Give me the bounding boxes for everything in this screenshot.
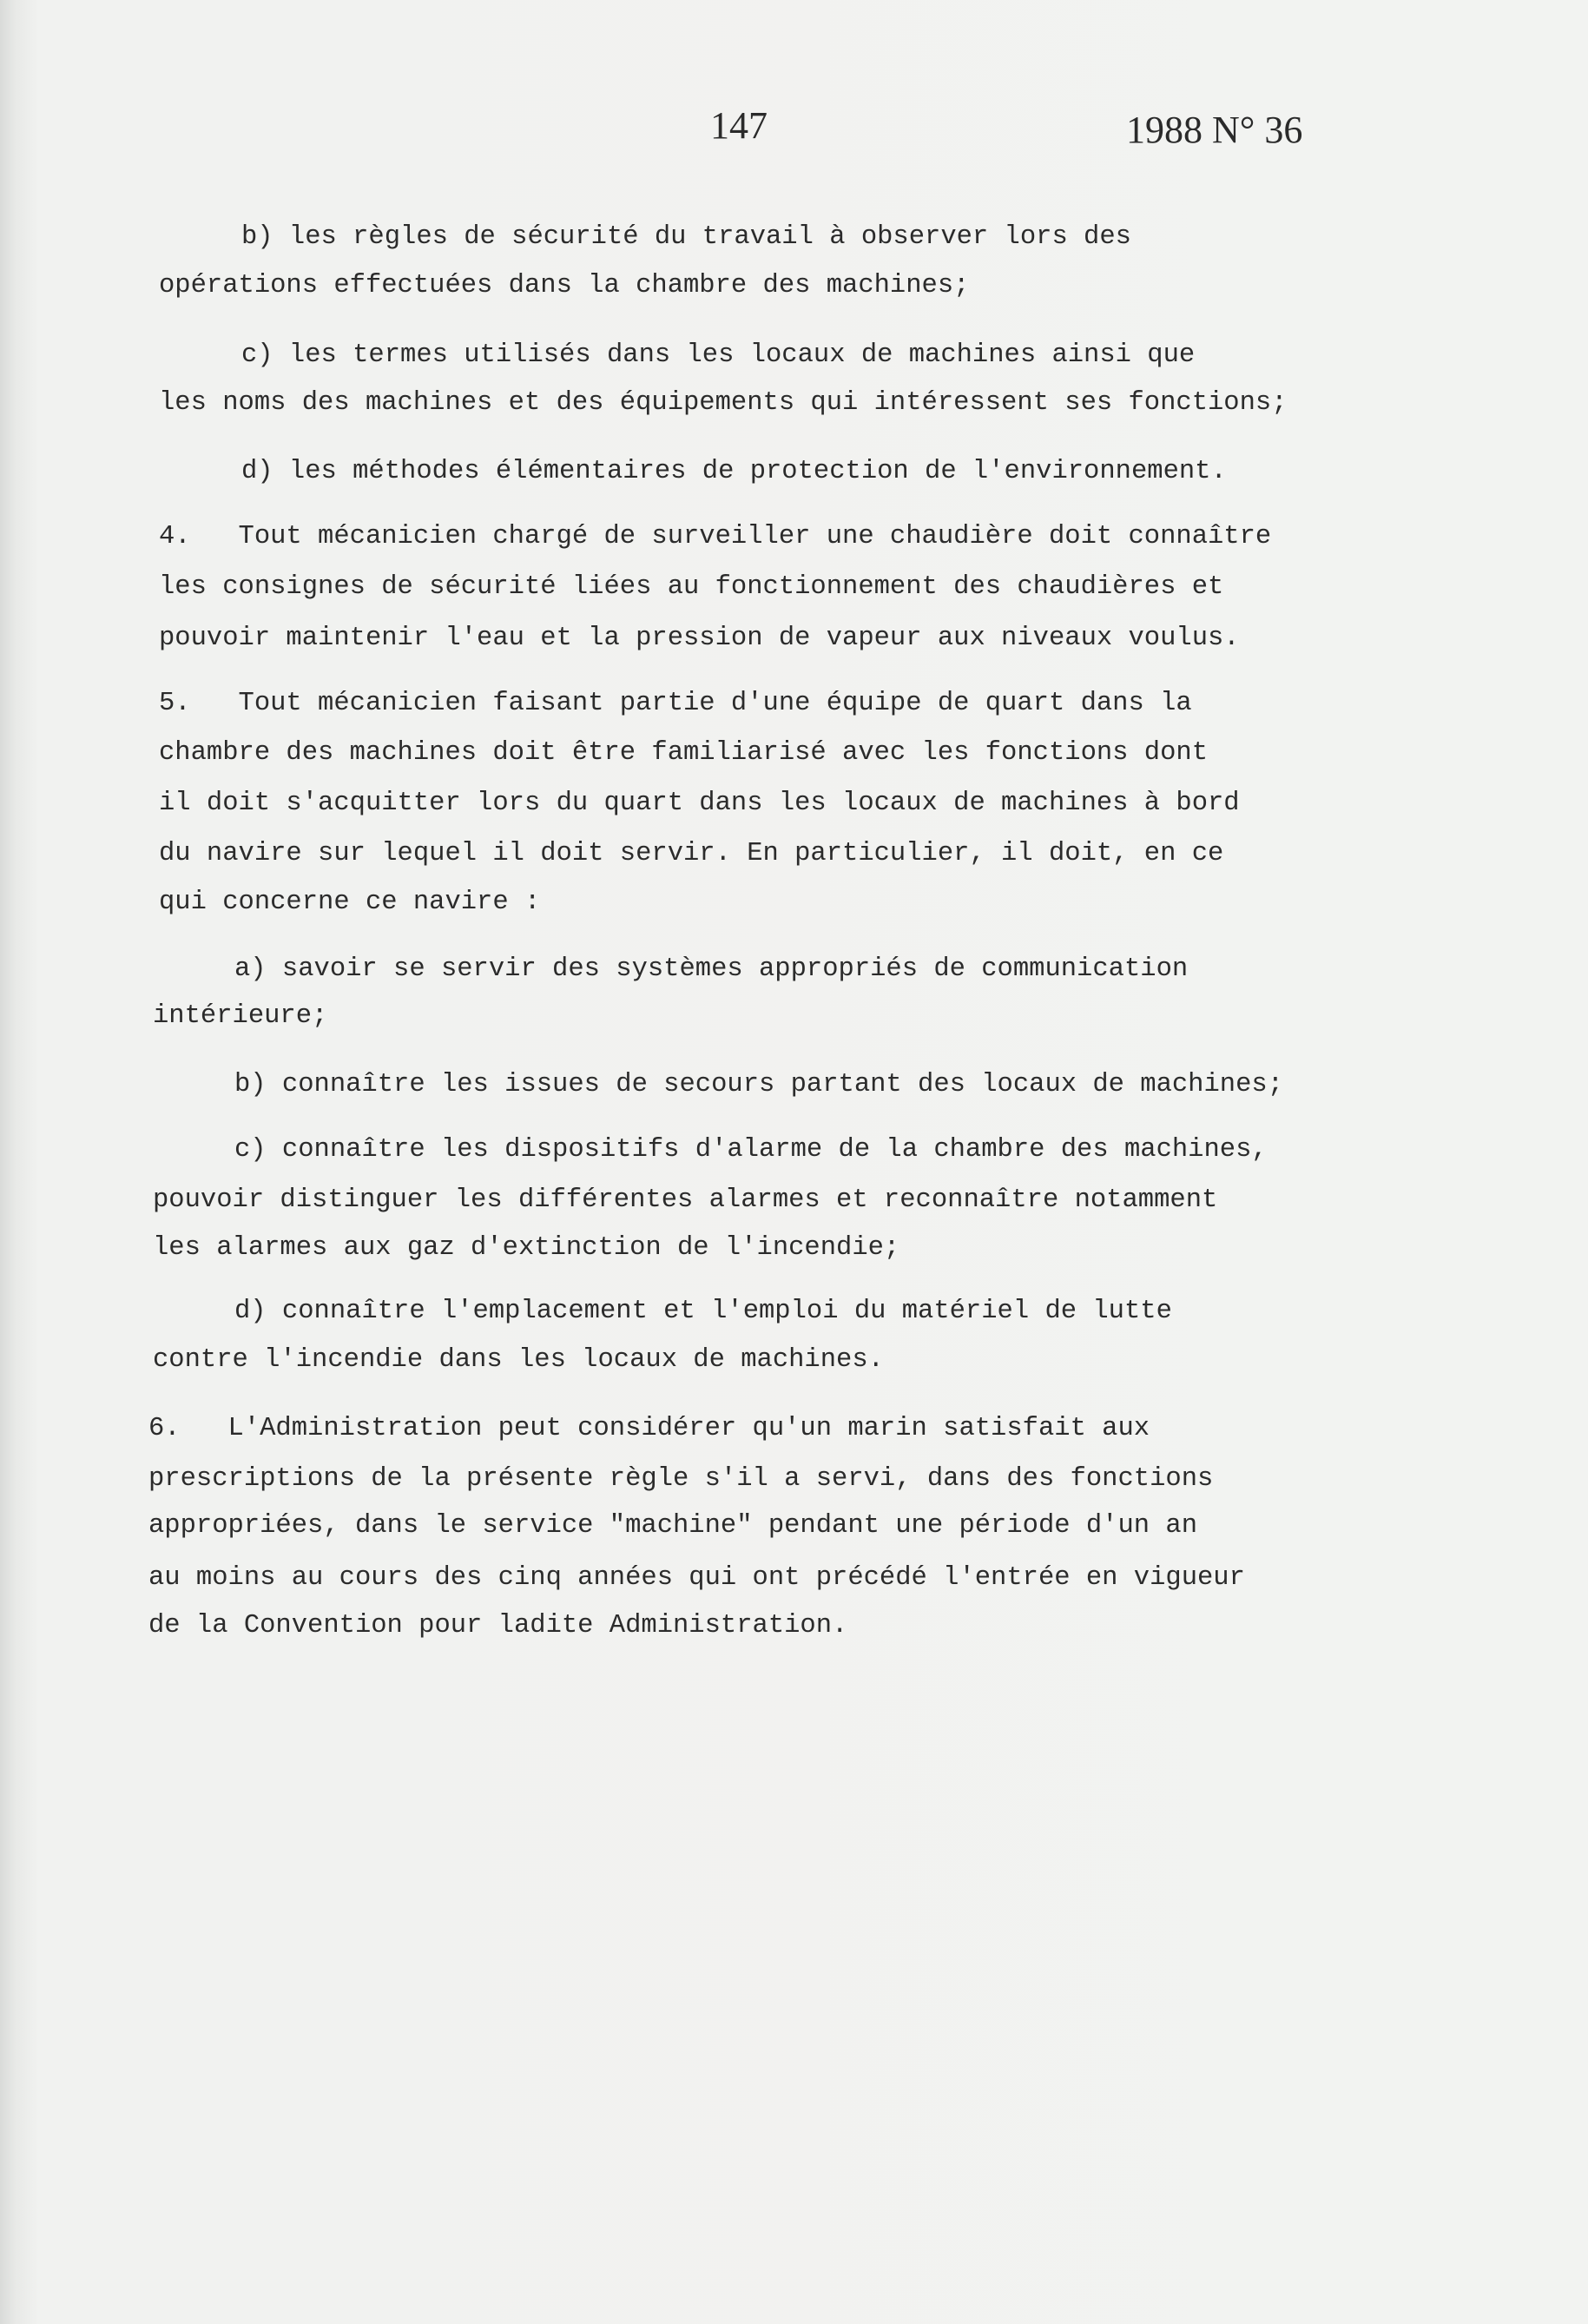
text-line: opérations effectuées dans la chambre des machines; bbox=[159, 271, 970, 300]
paragraph-5-start: 5. Tout mécanicien faisant partie d'une équipe de quart dans la bbox=[159, 689, 1192, 718]
text-line: prescriptions de la présente règle s'il a servi, dans des fonctions bbox=[148, 1464, 1214, 1494]
paragraph-4-start: 4. Tout mécanicien chargé de surveiller une chaudière doit connaître bbox=[159, 522, 1272, 551]
text-line: intérieure; bbox=[153, 1001, 328, 1031]
text-line: pouvoir distinguer les différentes alarmes et reconnaître notamment bbox=[153, 1185, 1218, 1215]
text-line: les consignes de sécurité liées au fonctionnement des chaudières et bbox=[159, 572, 1224, 602]
page-number: 147 bbox=[710, 104, 768, 147]
text-line: il doit s'acquitter lors du quart dans les locaux de machines à bord bbox=[159, 789, 1240, 818]
text-line: b) les règles de sécurité du travail à observer lors des bbox=[241, 222, 1131, 252]
text-line: au moins au cours des cinq années qui ont précédé l'entrée en vigueur bbox=[148, 1563, 1245, 1593]
paragraph-6-start: 6. L'Administration peut considérer qu'un marin satisfait aux bbox=[148, 1414, 1150, 1443]
text-line: les noms des machines et des équipements qui intéressent ses fonctions; bbox=[159, 388, 1288, 418]
text-line: de la Convention pour ladite Administration. bbox=[148, 1611, 848, 1641]
text-line: b) connaître les issues de secours partant des locaux de machines; bbox=[234, 1070, 1283, 1099]
text-line: pouvoir maintenir l'eau et la pression de vapeur aux niveaux voulus. bbox=[159, 624, 1240, 653]
issue-number: 1988 N° 36 bbox=[1126, 109, 1303, 151]
text-line: contre l'incendie dans les locaux de machines. bbox=[153, 1345, 884, 1375]
text-line: appropriées, dans le service "machine" pendant une période d'un an bbox=[148, 1511, 1197, 1541]
text-line: a) savoir se servir des systèmes appropriés de communication bbox=[234, 954, 1189, 984]
text-line: d) connaître l'emplacement et l'emploi du matériel de lutte bbox=[234, 1297, 1172, 1326]
text-line: c) connaître les dispositifs d'alarme de la chambre des machines, bbox=[234, 1135, 1268, 1165]
text-line: chambre des machines doit être familiarisé avec les fonctions dont bbox=[159, 738, 1208, 768]
text-line: qui concerne ce navire : bbox=[159, 888, 541, 917]
text-line: c) les termes utilisés dans les locaux de machines ainsi que bbox=[241, 340, 1196, 370]
text-line: du navire sur lequel il doit servir. En particulier, il doit, en ce bbox=[159, 839, 1224, 868]
text-line: les alarmes aux gaz d'extinction de l'incendie; bbox=[153, 1233, 900, 1263]
text-line: d) les méthodes élémentaires de protection de l'environnement. bbox=[241, 457, 1227, 486]
